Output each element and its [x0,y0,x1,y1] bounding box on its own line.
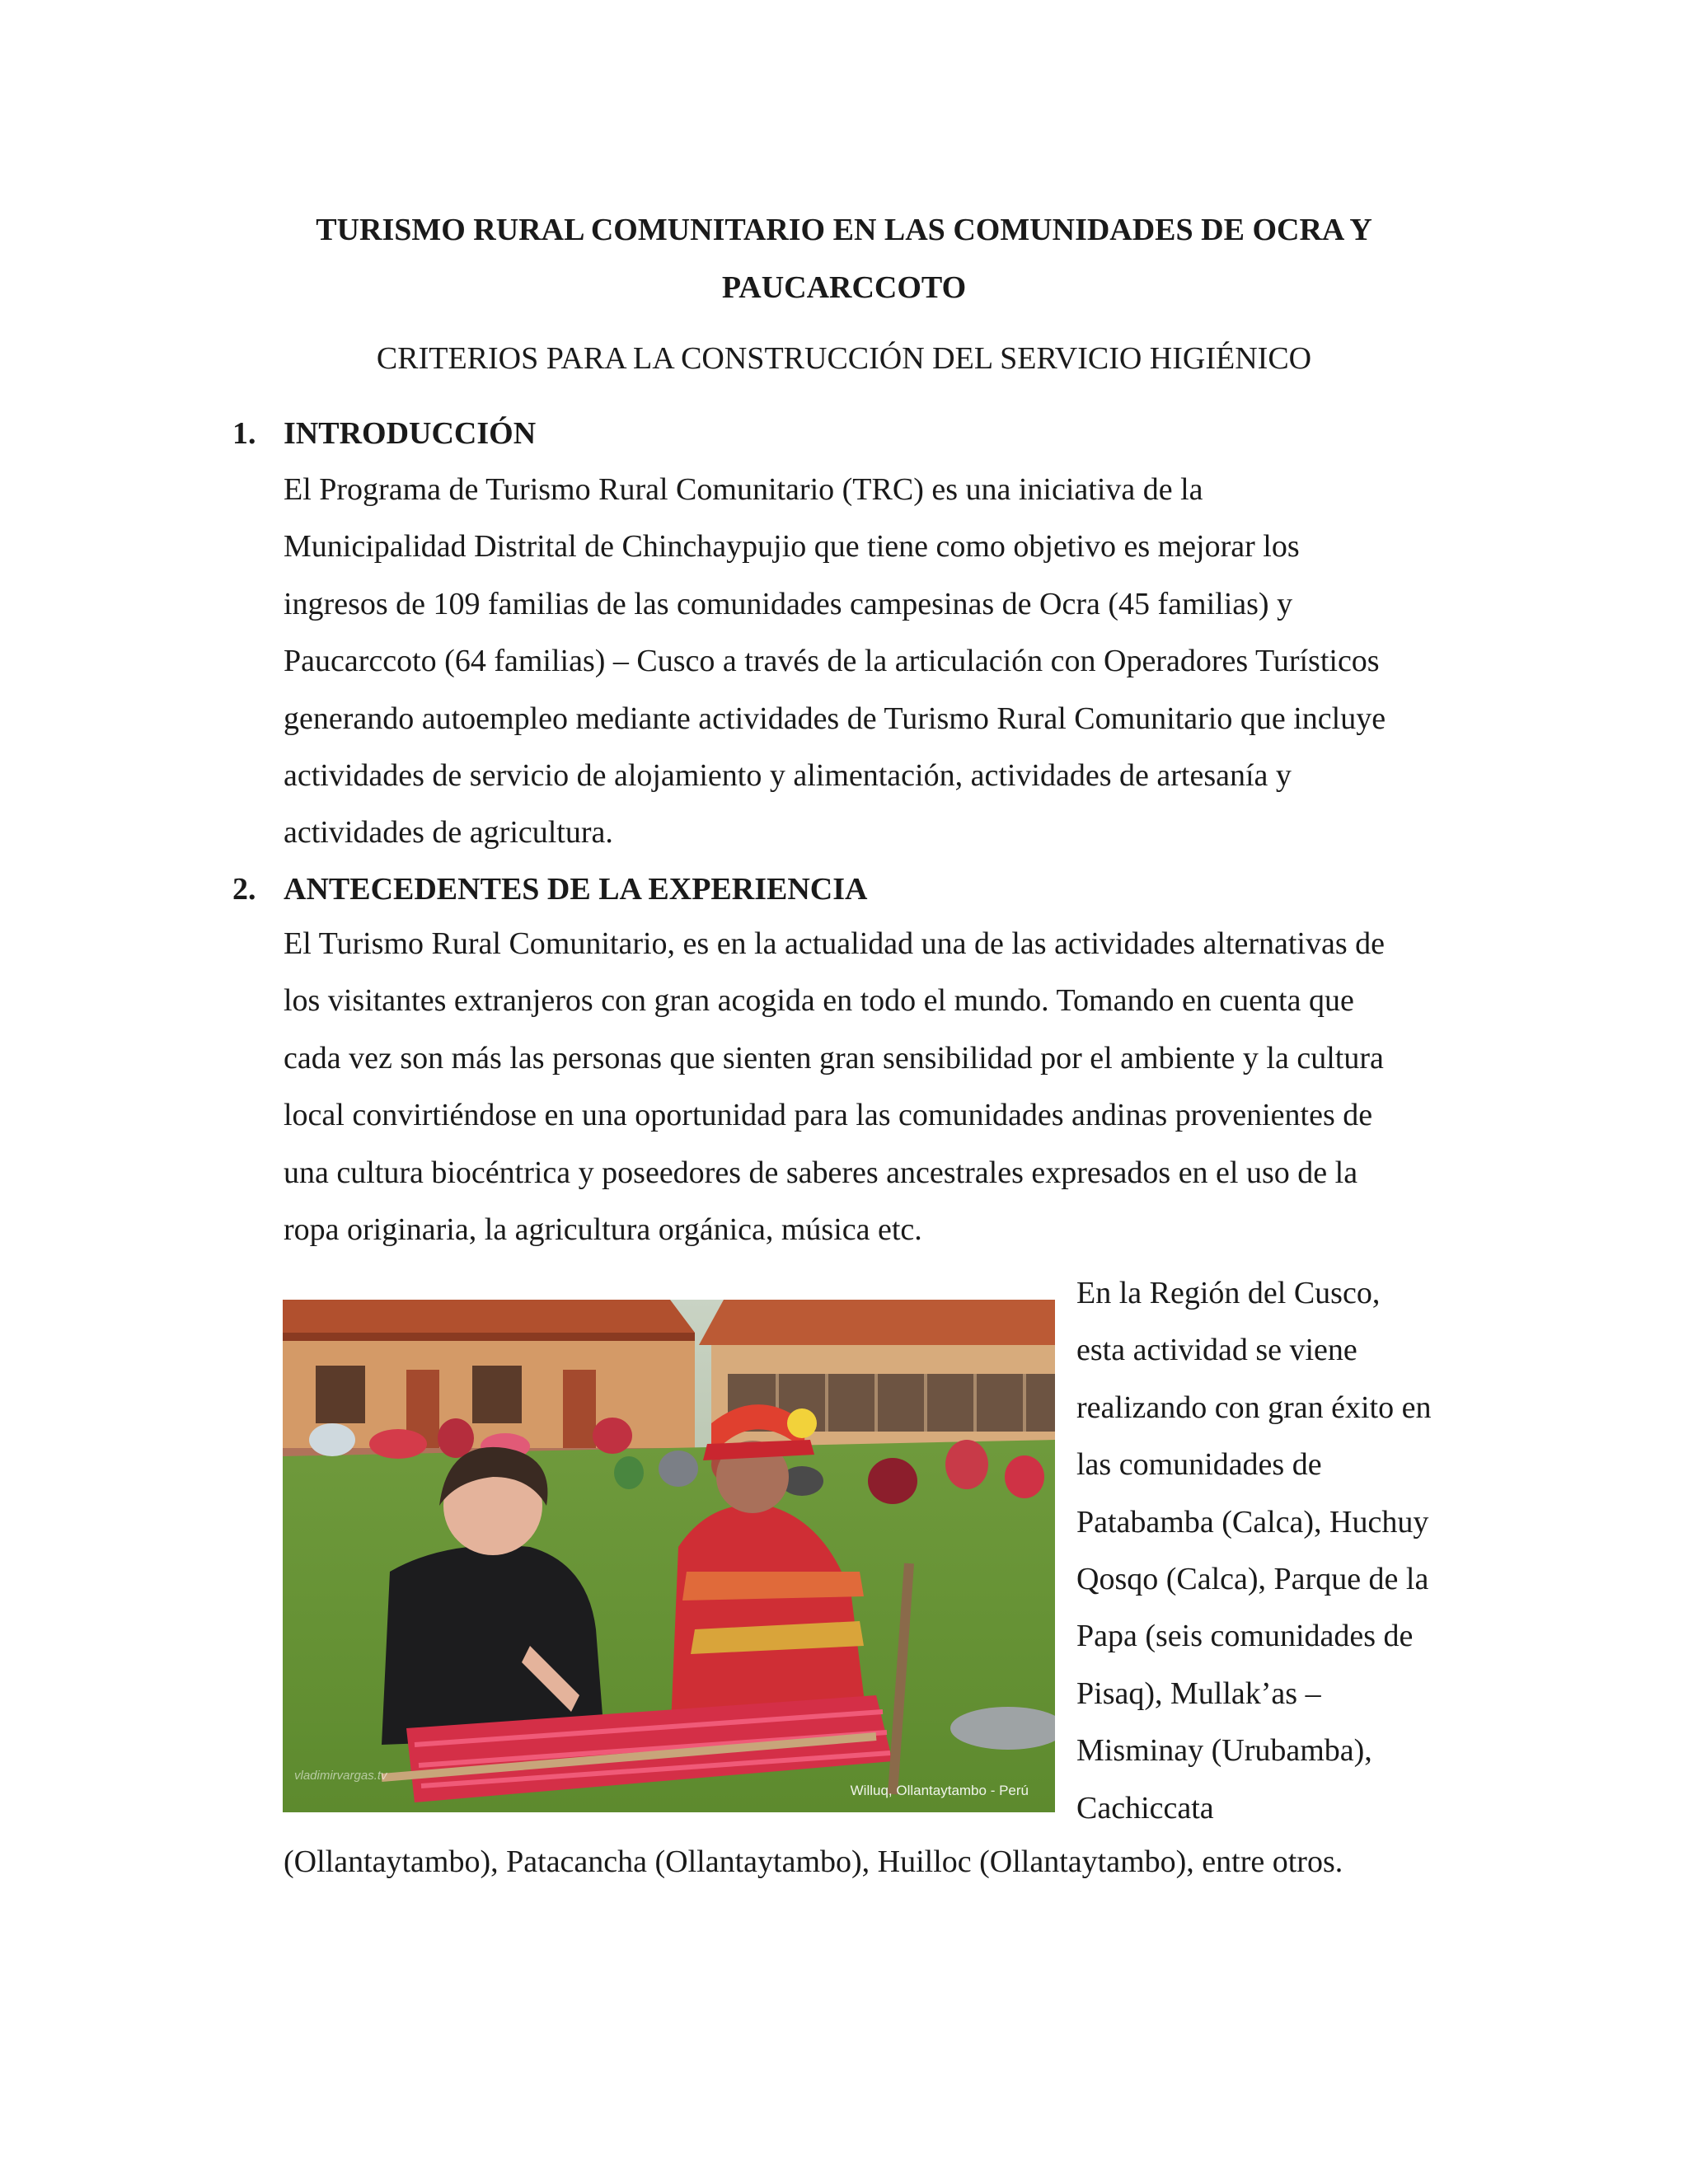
paragraph-line: ingresos de 109 familias de las comunidades campesinas de Ocra (45 familias) y [284,586,1293,621]
section-heading-text: INTRODUCCIÓN [284,416,537,451]
paragraph-line: cada vez son más las personas que sienten gran sensibilidad por el ambiente y la cultura [284,1040,1384,1076]
introduccion-paragraph [284,462,1454,862]
paragraph-line: generando autoempleo mediante actividades de Turismo Rural Comunitario que incluye [284,701,1386,736]
paragraph-line: una cultura biocéntrica y poseedores de saberes ancestrales expresados en el uso de la [284,1155,1358,1190]
paragraph-line: realizando con gran éxito en [1076,1390,1432,1425]
section-heading-introduccion [232,409,536,458]
paragraph-line: Cachiccata [1076,1790,1214,1825]
document-subtitle: CRITERIOS PARA LA CONSTRUCCIÓN DEL SERVICIO HIGIÉNICO [376,341,1312,376]
paragraph-line: actividades de agricultura. [284,815,613,851]
document-title-line-1: TURISMO RURAL COMUNITARIO EN LAS COMUNIDADES DE OCRA Y [316,213,1372,247]
paragraph-line: esta actividad se viene [1076,1333,1357,1368]
weaving-photo [283,1300,1055,1812]
paragraph-line: Patabamba (Calca), Huchuy [1076,1504,1429,1540]
paragraph-line: Paucarccoto (64 familias) – Cusco a través de la articulación con Operadores Turísticos [284,644,1380,679]
paragraph-line: local convirtiéndose en una oportunidad para las comunidades andinas provenientes de [284,1098,1373,1133]
paragraph-line: ropa originaria, la agricultura orgánica, música etc. [284,1212,922,1248]
photo-caption: Willuq, Ollantaytambo - Perú [850,1783,1029,1798]
paragraph-last-line: (Ollantaytambo), Patacancha (Ollantaytambo), Huilloc (Ollantaytambo), entre otros. [284,1844,1343,1879]
side-paragraph [1076,1265,1431,1837]
paragraph-line: Pisaq), Mullak’as – [1076,1675,1321,1711]
paragraph-line: Municipalidad Distrital de Chinchaypujio que tiene como objetivo es mejorar los [284,529,1300,565]
document-title-line-2: PAUCARCCOTO [721,270,967,305]
paragraph-line: En la Región del Cusco, [1076,1276,1381,1310]
antecedentes-paragraph [284,916,1454,1258]
paragraph-line: Misminay (Urubamba), [1076,1733,1372,1769]
photo-illustration [283,1300,1055,1812]
section-number: 2. [232,872,256,907]
section-heading-text: ANTECEDENTES DE LA EXPERIENCIA [284,872,868,907]
paragraph-line: Papa (seis comunidades de [1076,1619,1414,1654]
paragraph-line: los visitantes extranjeros con gran acogida en todo el mundo. Tomando en cuenta que [284,983,1354,1019]
paragraph-line: actividades de servicio de alojamiento y alimentación, actividades de artesanía y [284,758,1292,794]
paragraph-line: El Turismo Rural Comunitario, es en la actualidad una de las actividades alternativas de [284,926,1385,961]
photo-watermark: vladimirvargas.tv [294,1769,387,1783]
paragraph-line: Qosqo (Calca), Parque de la [1076,1562,1429,1597]
paragraph-line: las comunidades de [1076,1447,1322,1483]
section-number: 1. [232,416,256,451]
section-heading-antecedentes [232,865,867,914]
paragraph-line: El Programa de Turismo Rural Comunitario (TRC) es una iniciativa de la [284,472,1203,507]
